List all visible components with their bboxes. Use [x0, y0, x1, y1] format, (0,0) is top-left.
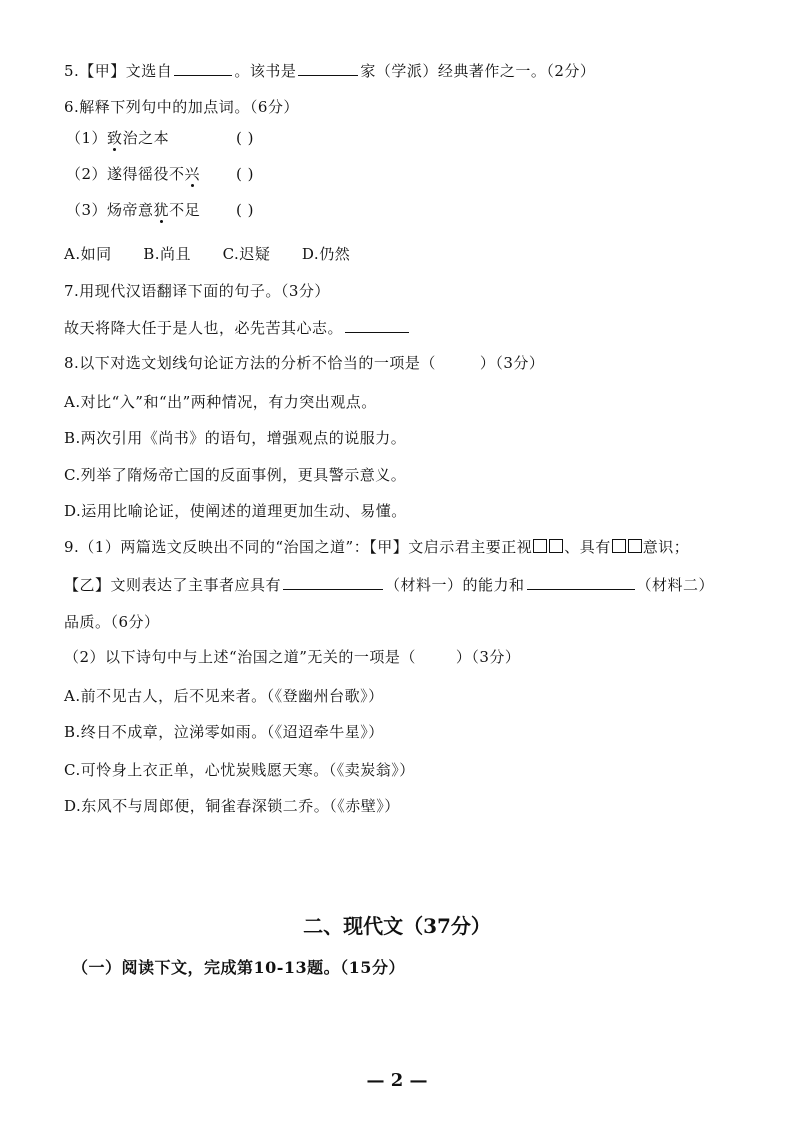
q8-stem-b: ）（3分） — [479, 354, 545, 372]
q7-sentence: 故天将降大任于是人也，必先苦其心志。 — [64, 319, 344, 337]
q9-blank-1[interactable] — [283, 574, 383, 590]
question-9-line-2 — [64, 574, 714, 595]
q8-option-d: D.运用比喻论证，使阐述的道理更加生动、易懂。 — [64, 502, 407, 520]
question-6-item-2 — [66, 164, 254, 184]
q9-sub2-a: （2）以下诗句中与上述“治国之道”无关的一项是（ — [64, 648, 416, 666]
q9-box-1[interactable] — [533, 539, 547, 553]
q9-option-d: D.东风不与周郎便，铜雀春深锁二乔。（《赤壁》） — [64, 797, 400, 815]
q6-item-1-suffix: 治之本 — [122, 129, 170, 147]
q8-option-a: A.对比“入”和“出”两种情况，有力突出观点。 — [64, 393, 377, 411]
question-5 — [64, 60, 595, 81]
q9-option-c: C.可怜身上衣正单，心忧炭贱愿天寒。（《卖炭翁》） — [64, 761, 415, 779]
question-9-line-3: 品质。（6分） — [64, 613, 160, 631]
q5-text-a: 5.【甲】文选自 — [64, 62, 173, 80]
q6-item-3-answer-paren[interactable]: ( ) — [236, 201, 254, 219]
q9-blank-2[interactable] — [527, 574, 635, 590]
q6-item-1-prefix: （1） — [66, 129, 108, 147]
q6-item-3-prefix: （3）炀帝意 — [66, 201, 154, 219]
q5-blank-2[interactable] — [298, 60, 358, 76]
question-6-item-3 — [66, 200, 254, 220]
q5-blank-1[interactable] — [174, 60, 232, 76]
q6-item-3-suffix: 不足 — [169, 201, 201, 219]
question-9-sub-2 — [64, 647, 520, 667]
q8-stem-a: 8.以下对选文划线句论证方法的分析不恰当的一项是（ — [64, 354, 436, 372]
question-6-item-1 — [66, 128, 254, 148]
q9-line1-a: 9.（1）两篇选文反映出不同的“治国之道”：【甲】文启示君主要正视 — [64, 538, 533, 556]
q9-line1-c: 意识； — [642, 538, 690, 556]
q8-option-b: B.两次引用《尚书》的语句，增强观点的说服力。 — [64, 429, 407, 447]
section-2-subtitle: （一）阅读下文，完成第10-13题。（15分） — [72, 958, 405, 977]
q9-line1-b: 、具有 — [564, 538, 611, 556]
section-2-title: 二、现代文（37分） — [303, 914, 491, 938]
question-7-sentence-line — [64, 317, 411, 338]
q9-line2-c: （材料二） — [636, 576, 715, 594]
q9-box-3[interactable] — [612, 539, 626, 553]
q9-option-b: B.终日不成章，泣涕零如雨。（《迢迢牵牛星》） — [64, 723, 384, 741]
q9-box-4[interactable] — [628, 539, 642, 553]
question-7-stem: 7.用现代汉语翻译下面的句子。（3分） — [64, 282, 330, 300]
q5-text-c: 家（学派）经典著作之一。（2分） — [360, 62, 596, 80]
question-6-stem: 6.解释下列句中的加点词。（6分） — [64, 98, 299, 116]
q9-sub2-b: ）（3分） — [455, 648, 521, 666]
q8-option-c: C.列举了隋炀帝亡国的反面事例，更具警示意义。 — [64, 466, 407, 484]
q9-line2-b: （材料一）的能力和 — [385, 576, 525, 594]
question-8-stem — [64, 353, 544, 373]
q6-item-1-answer-paren[interactable]: ( ) — [236, 129, 254, 147]
question-9-line-1 — [64, 537, 689, 557]
q9-box-2[interactable] — [549, 539, 563, 553]
q6-item-1-dotted-char: 致 — [107, 129, 123, 147]
q6-item-3-dotted-char: 犹 — [153, 201, 170, 219]
q9-line2-a: 【乙】文则表达了主事者应具有 — [64, 576, 282, 594]
q7-answer-blank[interactable] — [345, 317, 409, 333]
question-6-options: A.如同 B.尚且 C.迟疑 D.仍然 — [64, 245, 351, 263]
q5-text-b: 。该书是 — [234, 62, 297, 80]
q6-item-2-prefix: （2）遂得徭役不 — [66, 165, 185, 183]
q9-option-a: A.前不见古人，后不见来者。（《登幽州台歌》） — [64, 687, 384, 705]
q6-item-2-dotted-char: 兴 — [184, 165, 201, 183]
page-number: — 2 — — [366, 1070, 428, 1091]
q6-item-2-answer-paren[interactable]: ( ) — [236, 165, 254, 183]
